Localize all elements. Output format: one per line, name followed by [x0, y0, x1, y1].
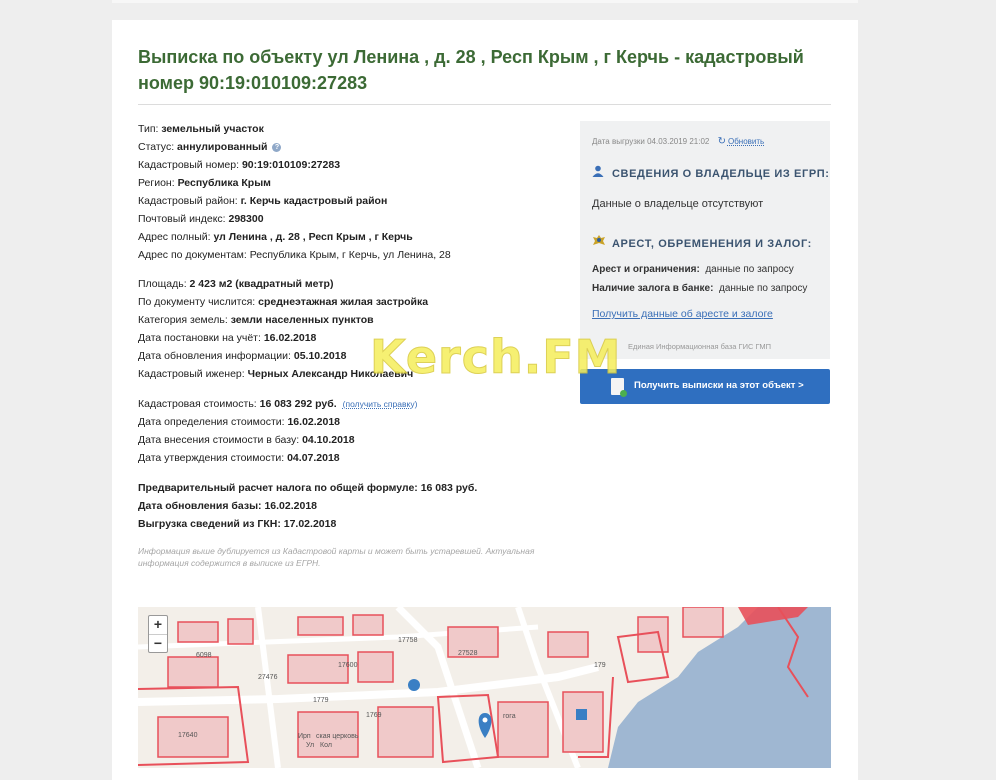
cadastral-map[interactable]	[138, 607, 831, 768]
arrest-row: Арест и ограничения: данные по запросу	[592, 264, 794, 275]
map-street-label: Кол	[320, 742, 332, 749]
tax-estimate: Предварительный расчет налога по общей формуле: 16 083 руб.	[138, 482, 478, 494]
field-cadastral-number: Кадастровый номер: 90:19:010109:27283	[138, 159, 341, 171]
map-label: 179	[594, 662, 606, 669]
question-icon[interactable]: ?	[272, 143, 281, 152]
field-cost-approval-date: Дата утверждения стоимости: 04.07.2018	[138, 452, 340, 464]
field-permitted-use: По документу числится: среднеэтажная жилая застройка	[138, 296, 429, 308]
emblem-icon	[592, 234, 606, 250]
disclaimer: Информация выше дублируется из Кадастровой карты и может быть устаревшей. Актуальная информация содержится в выписке из ЕГРН.	[138, 546, 535, 568]
owner-text: Данные о владельце отсутствуют	[592, 198, 764, 210]
db-update-date: Дата обновления базы: 16.02.2018	[138, 500, 318, 512]
arrest-data-link[interactable]: Получить данные об аресте и залоге	[592, 308, 773, 320]
map-street-label: гога	[503, 713, 516, 720]
get-extracts-button[interactable]: Получить выписки на этот объект >	[580, 369, 830, 404]
field-engineer: Кадастровый иженер: Черных Александр Николаевич	[138, 368, 414, 380]
field-status: Статус: аннулированный ?	[138, 138, 558, 156]
map-street-label: ская церковь	[316, 733, 359, 740]
page-title: Выписка по объекту ул Ленина , д. 28 , Респ Крым , г Керчь - кадастровый номер 90:19:010109:27283	[138, 47, 804, 93]
watermark: Kerch.FM	[370, 330, 622, 384]
field-cost-entry-date: Дата внесения стоимости в базу: 04.10.2018	[138, 434, 355, 446]
owner-heading: СВЕДЕНИЯ О ВЛАДЕЛЬЦЕ ИЗ ЕГРП:	[592, 165, 830, 180]
map-label: 27528	[458, 650, 478, 657]
field-cadastral-cost: Кадастровая стоимость: 16 083 292 руб. (получить справку)	[138, 398, 418, 410]
field-postal-code: Почтовый индекс: 298300	[138, 213, 264, 225]
panel-footer: Единая Информационная база ГИС ГМП	[628, 342, 772, 351]
field-registration-date: Дата постановки на учёт: 16.02.2018	[138, 332, 317, 344]
field-area: Площадь: 2 423 м2 (квадратный метр)	[138, 278, 334, 290]
title-divider	[138, 104, 831, 105]
map-label: 6098	[196, 652, 212, 659]
field-cadastral-district: Кадастровый район: г. Керчь кадастровый район	[138, 195, 388, 207]
poi-icon[interactable]	[408, 679, 420, 691]
map-label: 1769	[366, 712, 382, 719]
arrest-heading: АРЕСТ, ОБРЕМЕНЕНИЯ И ЗАЛОГ:	[592, 234, 812, 250]
refresh-link[interactable]: ↻ Обновить	[717, 136, 765, 147]
pledge-row: Наличие залога в банке: данные по запросу	[592, 283, 808, 294]
gkn-export-date: Выгрузка сведений из ГКН: 17.02.2018	[138, 518, 337, 530]
map-label: 17758	[398, 637, 418, 644]
field-land-category: Категория земель: земли населенных пунктов	[138, 314, 374, 326]
map-street-label: Ирп	[298, 733, 311, 740]
field-type: Тип: земельный участок	[138, 123, 264, 135]
top-strip	[112, 0, 858, 3]
refresh-icon: ↻	[717, 136, 726, 147]
field-full-address: Адрес полный: ул Ленина , д. 28 , Респ Крым , г Керчь	[138, 231, 413, 243]
field-cost-determination-date: Дата определения стоимости: 16.02.2018	[138, 416, 341, 428]
field-doc-address: Адрес по документам: Республика Крым, г Керчь, ул Ленина, 28	[138, 249, 451, 261]
map-label: 27476	[258, 674, 278, 681]
map-canvas[interactable]	[138, 607, 831, 768]
map-street-label: Ул	[306, 742, 315, 749]
user-icon	[592, 165, 606, 180]
export-date-row: Дата выгрузки 04.03.2019 21:02 ↻ Обновить	[592, 136, 765, 147]
zoom-control	[148, 615, 168, 653]
map-label: 17640	[178, 732, 198, 739]
get-certificate-link[interactable]: (получить справку)	[342, 399, 418, 409]
field-update-date: Дата обновления информации: 05.10.2018	[138, 350, 347, 362]
poi-icon[interactable]	[576, 709, 587, 720]
map-label: 1779	[313, 697, 329, 704]
zoom-in-button[interactable]: +	[153, 616, 163, 632]
owner-panel	[580, 121, 830, 359]
zoom-out-button[interactable]: −	[149, 634, 167, 653]
field-region: Регион: Республика Крым	[138, 177, 271, 189]
map-label: 17600	[338, 662, 358, 669]
